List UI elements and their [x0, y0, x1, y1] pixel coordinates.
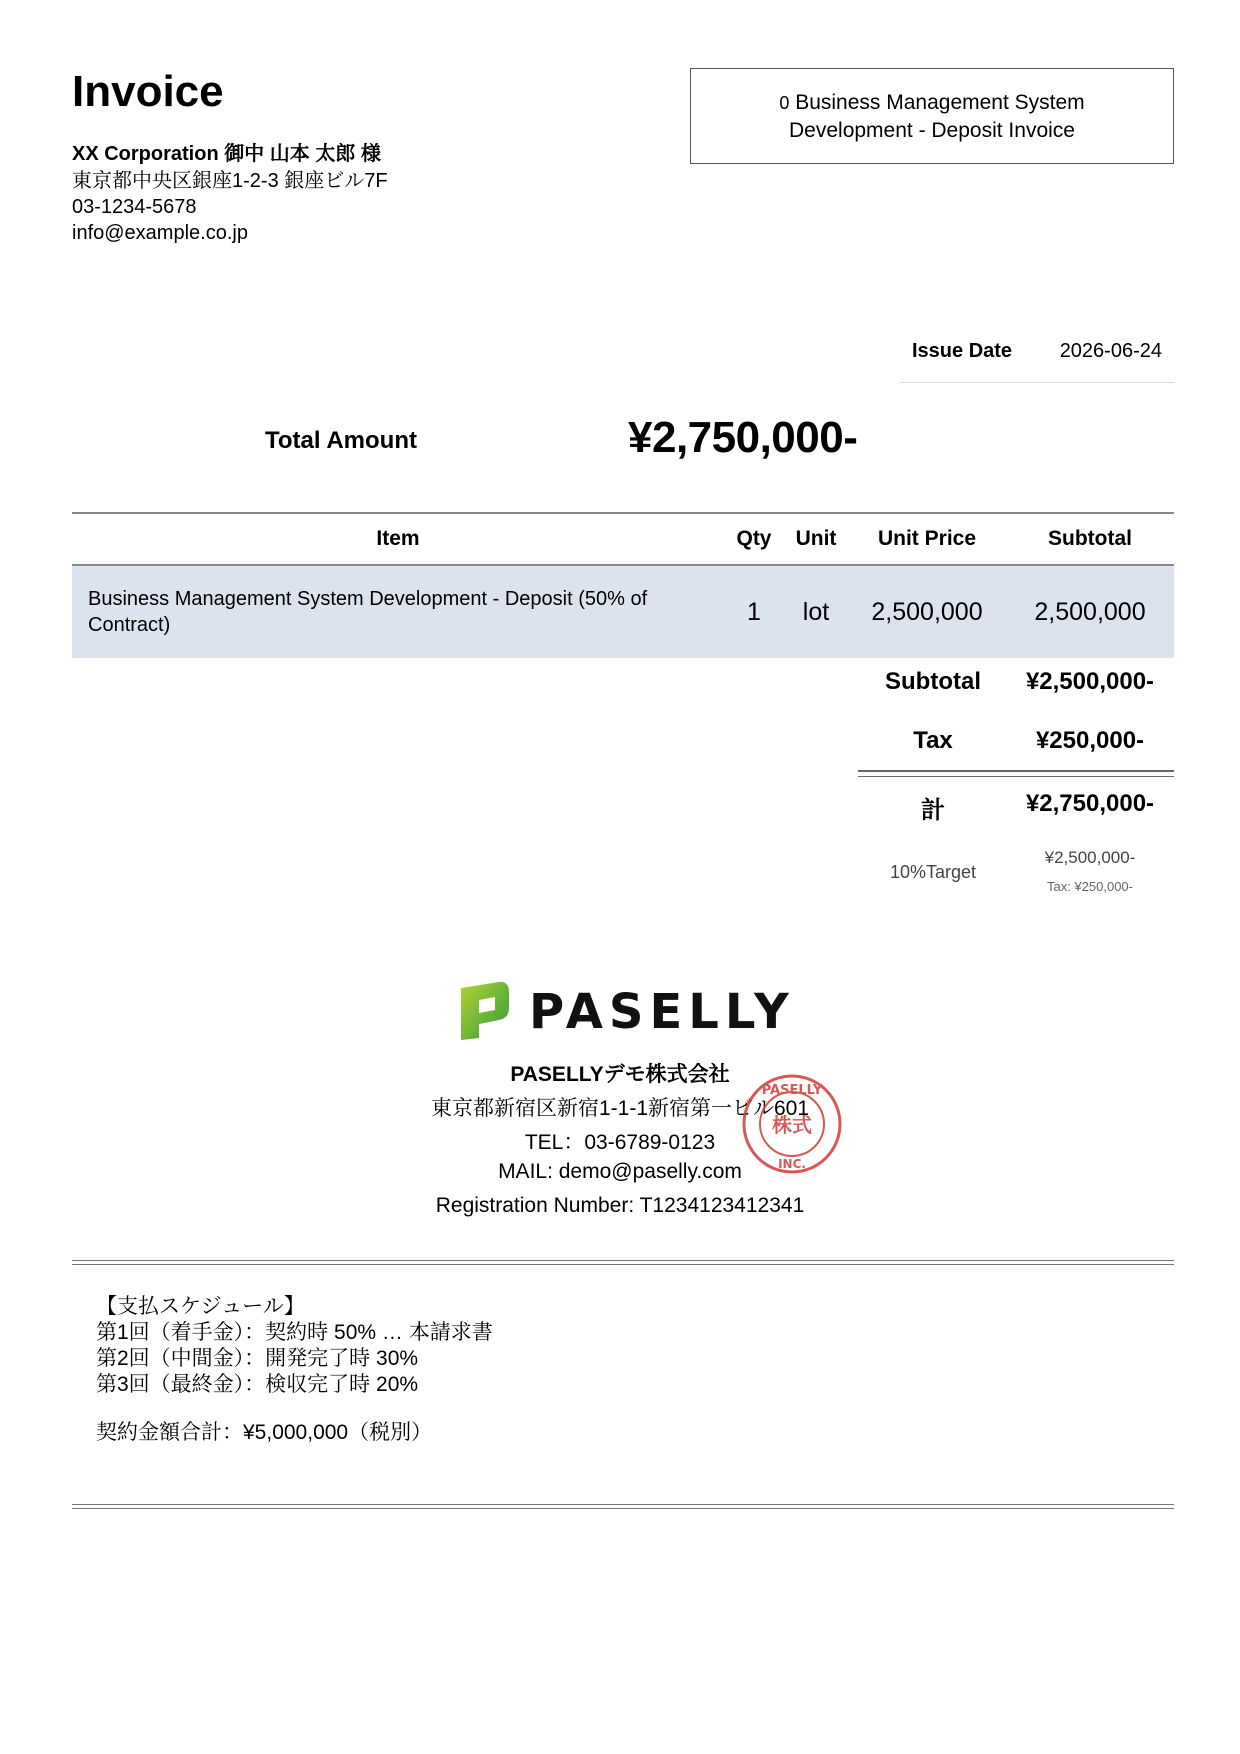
client-phone: 03-1234-5678: [72, 196, 197, 218]
row-qty: 1: [724, 565, 784, 658]
subject-text: Business Management System Development - Deposit Invoice: [789, 90, 1085, 142]
invoice-title: Invoice: [72, 67, 224, 116]
table-row: [72, 565, 1174, 658]
header-item: Item: [72, 513, 724, 565]
notes-line-1: 【支払スケジュール】: [96, 1295, 305, 1318]
issue-date: [900, 338, 1174, 383]
summary-total-value: ¥2,750,000-: [1025, 790, 1155, 817]
client-email: info@example.co.jp: [72, 222, 248, 244]
notes-top-rule: [72, 1260, 1174, 1265]
logo-text: PASELLY: [529, 984, 790, 1040]
company-logo: [455, 980, 790, 1042]
header-unit: Unit: [784, 513, 848, 565]
subject-number: 0: [779, 92, 790, 113]
notes-contract-total: 契約金額合計：¥5,000,000（税別）: [96, 1421, 433, 1444]
summary-tax-value: ¥250,000-: [1035, 727, 1145, 754]
total-amount-label: Total Amount: [265, 427, 417, 454]
issue-date-label: Issue Date: [912, 340, 1013, 362]
subject-box: [690, 68, 1174, 164]
total-amount-value: ¥2,750,000-: [628, 413, 858, 462]
issuer-name: PASELLYデモ株式会社: [510, 1063, 730, 1086]
svg-text:株式: 株式: [772, 1113, 812, 1137]
header-qty: Qty: [724, 513, 784, 565]
issuer-registration: Registration Number: T1234123412341: [435, 1194, 805, 1217]
tax-target-base: ¥2,500,000-: [1044, 848, 1136, 867]
notes-line-3: 第2回（中間金）：開発完了時 30%: [96, 1347, 419, 1370]
summary-total-label: 計: [921, 797, 945, 824]
summary-subtotal-value: ¥2,500,000-: [1025, 668, 1155, 695]
svg-text:PASELLY: PASELLY: [761, 1083, 823, 1098]
issuer-address: 東京都新宿区新宿1-1-1新宿第一ビル601: [430, 1097, 810, 1120]
issue-date-value: 2026-06-24: [1059, 340, 1162, 362]
row-item: Business Management System Development - Deposit (50% of Contract): [72, 565, 724, 658]
client-name: XX Corporation 御中 山本 太郎 様: [72, 143, 381, 165]
header-subtotal: Subtotal: [1006, 513, 1174, 565]
summary-tax-label: Tax: [913, 727, 953, 754]
header-unit-price: Unit Price: [848, 513, 1006, 565]
row-unit: lot: [784, 565, 848, 658]
tax-target-label: 10%Target: [889, 862, 977, 882]
logo-mark-icon: [455, 980, 790, 1042]
row-unit-price: 2,500,000: [848, 565, 1006, 658]
issuer-tel: TEL：03-6789-0123: [524, 1131, 716, 1154]
items-table: [72, 512, 1174, 658]
notes-bottom-rule: [72, 1504, 1174, 1509]
svg-text:INC.: INC.: [778, 1157, 806, 1171]
company-seal-icon: [740, 1072, 844, 1176]
summary-separator: [858, 770, 1174, 777]
table-header-row: [72, 513, 1174, 565]
row-subtotal: 2,500,000: [1006, 565, 1174, 658]
tax-target-tax: Tax: ¥250,000-: [1046, 879, 1133, 894]
client-address: 東京都中央区銀座1-2-3 銀座ビル7F: [72, 170, 388, 192]
issuer-mail: MAIL: demo@paselly.com: [498, 1160, 742, 1183]
summary-subtotal-label: Subtotal: [885, 668, 981, 695]
notes-line-2: 第1回（着手金）：契約時 50% … 本請求書: [96, 1321, 493, 1344]
notes-line-4: 第3回（最終金）：検収完了時 20%: [96, 1373, 419, 1396]
